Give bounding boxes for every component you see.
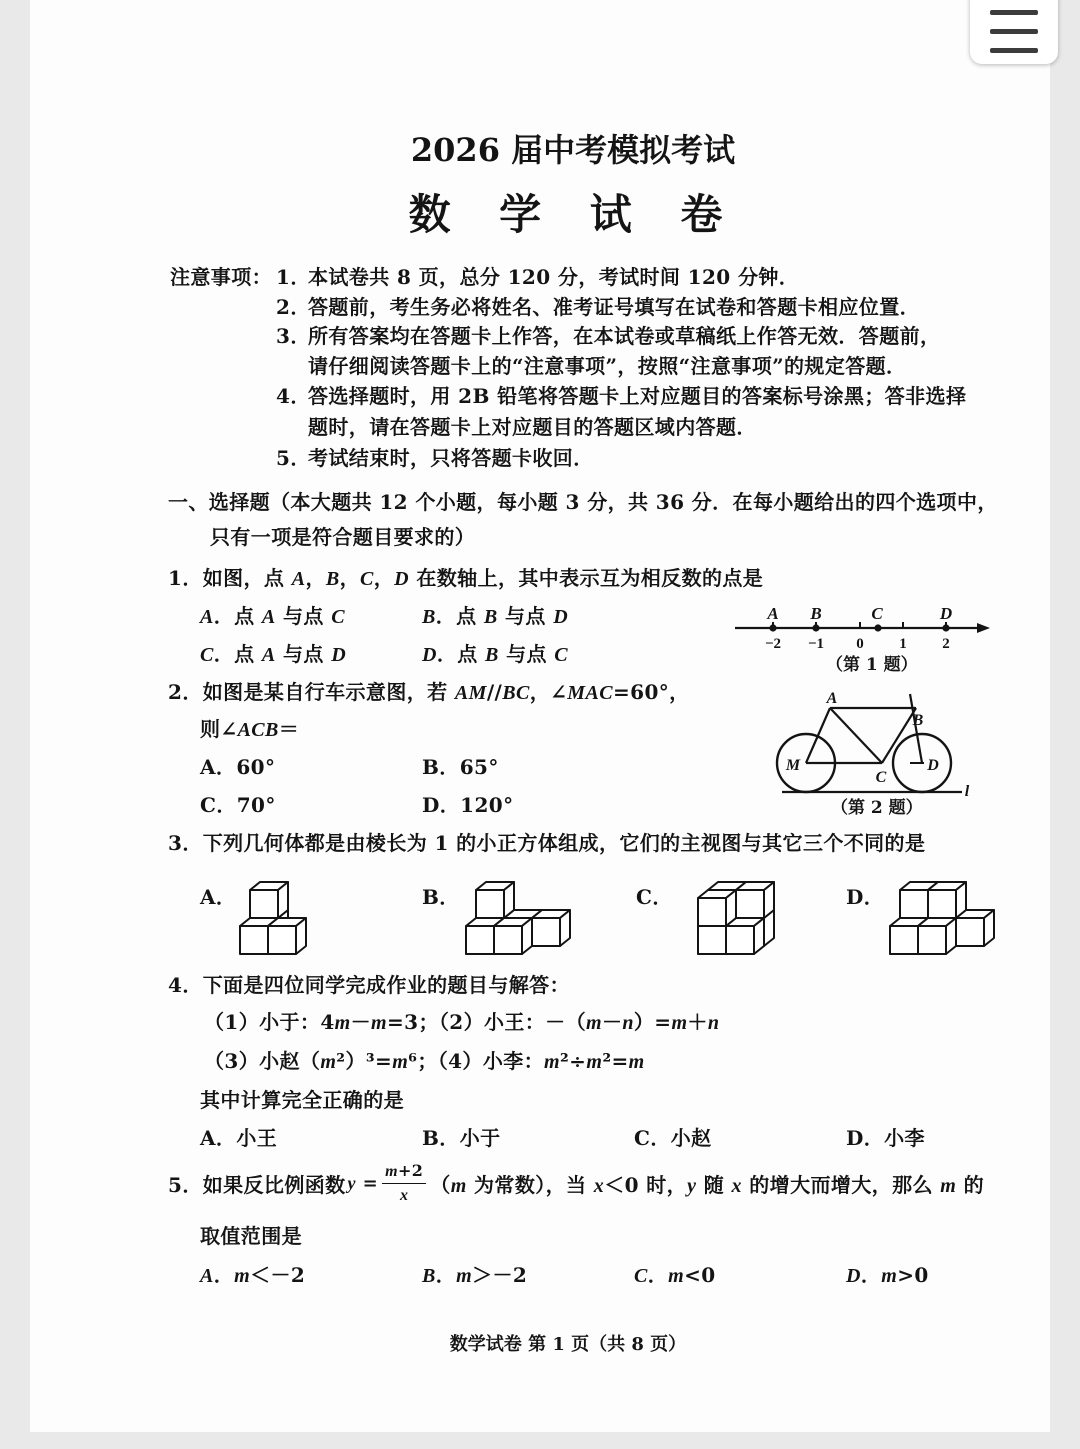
cube-front-face [532,918,560,946]
math-variable: m [371,1012,387,1034]
point-m-label: M [785,757,801,774]
menu-bar-middle [990,29,1038,34]
tick-label: 0 [856,636,864,652]
question-4-option-d: D．小李 [846,1126,925,1150]
line-l-label: l [964,783,970,800]
cube-front-face [240,926,268,954]
point-a-dot [769,624,776,631]
question-2-option-c: C．70° [200,793,276,817]
math-variable: D [846,1265,861,1287]
math-variable: MAC [567,682,613,704]
notes-label: 注意事项： [170,265,272,289]
point-d-label: D [939,604,953,623]
math-variable: D [422,644,437,666]
math-variable: x [399,1186,409,1204]
note-text: 考试结束时，只将答题卡收回． [308,446,594,470]
cube-front-face [698,926,726,954]
math-variable: C [634,1265,648,1287]
question-5-option-b: B．m＞－2 [422,1263,528,1287]
note-number: 5． [276,446,311,470]
unit-cube [956,910,994,946]
question-4-option-b: B．小于 [422,1126,501,1150]
math-variable: A [261,644,276,666]
question-2-option-a: A．60° [200,755,276,779]
point-a-label: A [767,604,779,623]
math-variable: m [585,1012,602,1034]
note-number: 3． [276,324,311,348]
math-variable: m [586,1051,603,1073]
question-4-option-a: A．小王 [200,1126,278,1150]
math-variable: m [392,1051,409,1073]
number-line-arrow [977,623,990,633]
question-1-option-a: A．点 A 与点 C [200,604,345,628]
math-variable: A [200,1265,214,1287]
unit-cube [928,882,966,918]
bicycle-figure [770,686,976,800]
question-1-option-b: B．点 B 与点 D [422,604,569,628]
figure-1-caption: （第 1 题） [826,655,918,675]
point-c-label: C [875,769,887,786]
cube-front-face [494,926,522,954]
tick-label: −2 [764,636,782,652]
math-variable: m [940,1174,957,1197]
cube-front-face [268,926,296,954]
section-heading: 一、选择题（本大题共 12 个小题，每小题 3 分，共 36 分．在每小题给出的四个选项中， [168,490,998,514]
question-1-option-c: C．点 A 与点 D [200,642,347,666]
math-variable: x [593,1174,605,1197]
math-variable: B [325,568,340,590]
math-variable: m [671,1012,688,1034]
math-variable: A [291,568,306,590]
math-variable: m [234,1265,251,1287]
unit-cube [268,918,306,954]
question-4-line-2: （3）小赵（m²）³=m⁶；（4）小李：m²÷m²=m [204,1049,645,1073]
question-4-line-1: （1）小于：4m－m=3；（2）小王：－（m－n）=m＋n [204,1010,720,1034]
math-variable: m [668,1265,685,1287]
math-variable: C [331,606,345,628]
question-2-option-b: B．65° [422,755,499,779]
question-5-option-a: A．m＜－2 [200,1263,306,1287]
math-variable: m [320,1051,337,1073]
question-4-stem: 4．下面是四位同学完成作业的题目与解答： [168,973,570,997]
unit-cube [726,918,764,954]
cube-front-face [890,926,918,954]
point-d-label: D [927,757,939,774]
page-footer: 数学试卷 第 1 页（共 8 页） [449,1334,687,1355]
math-variable: A [261,606,276,628]
math-variable: C [360,568,374,590]
question-1-option-d: D．点 B 与点 C [422,642,569,666]
unit-cube [494,918,532,954]
question-5-stem-start: 5．如果反比例函数 [168,1172,346,1197]
note-text: 题时，请在答题卡上对应题目的答题区域内答题． [308,415,757,439]
question-2-stem: 2．如图是某自行车示意图，若 AM//BC，∠MAC=60°， [168,680,690,704]
point-b-label: B [810,604,822,623]
segment-am [806,708,830,763]
math-variable: x [731,1174,742,1197]
question-5-stem-end: （m 为常数），当 x＜0 时，y 随 x 的增大而增大，那么 m 的 [430,1172,984,1197]
fraction-numerator: m+2 [382,1160,426,1184]
cube-figure-b [462,862,578,958]
math-variable: D [394,568,409,590]
cube-front-face [956,918,984,946]
question-5-option-c: C．m<0 [634,1263,716,1287]
segment-ac [830,708,882,763]
point-d-dot [942,624,949,631]
math-variable: C [554,644,569,666]
math-variable: m [628,1051,645,1073]
cube-front-face [900,890,928,918]
point-c-dot [874,624,881,631]
cube-front-face [476,890,504,918]
question-3-option-a: A． [200,885,237,909]
question-4-prompt: 其中计算完全正确的是 [200,1088,404,1112]
menu-button[interactable] [970,0,1058,64]
note-number: 1． [276,265,311,289]
math-variable: ACB [237,719,279,741]
tick-label: 2 [942,636,950,652]
note-text: 所有答案均在答题卡上作答，在本试卷或草稿纸上作答无效．答题前， [308,324,941,348]
fraction-denominator [400,1184,408,1207]
question-3-option-c: C． [636,885,673,909]
question-5-option-d: D．m>0 [846,1263,929,1287]
note-number: 4． [276,384,311,408]
unit-cube [918,918,956,954]
point-c-label: C [871,604,883,623]
question-4-option-c: C．小赵 [634,1126,712,1150]
cube-front-face [918,926,946,954]
menu-bar-top [990,10,1038,15]
fraction [382,1160,426,1207]
cube-front-face [698,898,726,926]
math-variable: D [553,606,569,628]
math-variable: AM [454,682,487,704]
menu-bar-bottom [990,48,1038,53]
question-5-stem [168,1157,984,1209]
math-variable: n [622,1012,634,1034]
note-text: 答选择题时，用 2B 铅笔将答题卡上对应题目的答案标号涂黑；答非选择 [308,384,967,408]
math-variable: y [687,1174,697,1197]
paper-title: 数 学 试 卷 [408,190,740,239]
unit-cube [250,882,288,918]
math-variable: A [200,606,214,628]
math-variable: B [485,644,499,666]
math-variable: n [707,1012,720,1034]
question-2-option-d: D．120° [422,793,514,817]
math-variable: D [331,644,347,666]
math-variable: m [334,1012,351,1034]
tick-label: −1 [807,636,825,652]
cube-figure-c [694,862,810,958]
note-text: 本试卷共 8 页，总分 120 分，考试时间 120 分钟． [308,265,800,289]
number-line-figure [728,598,998,656]
math-variable: m [385,1162,398,1180]
note-number: 2． [276,295,311,319]
section-heading-cont: 只有一项是符合题目要求的） [210,525,476,549]
math-variable: y [347,1172,356,1193]
question-2-stem-cont: 则∠ACB＝ [200,717,300,741]
math-variable: B [422,1265,436,1287]
cube-front-face [250,890,278,918]
question-1-stem: 1．如图，点 A，B，C，D 在数轴上，其中表示互为相反数的点是 [168,566,764,590]
note-text: 请仔细阅读答题卡上的“注意事项”，按照“注意事项”的规定答题． [308,354,907,378]
question-3-option-b: B． [422,885,460,909]
note-text: 答题前，考生务必将姓名、准考证号填写在试卷和答题卡相应位置． [308,295,920,319]
question-5-stem-cont: 取值范围是 [200,1224,302,1248]
question-3-option-d: D． [846,885,885,909]
cube-front-face [466,926,494,954]
unit-cube [698,890,736,926]
math-variable: B [422,606,436,628]
math-variable: m [881,1265,898,1287]
tick-label: 1 [899,636,907,652]
point-a-label: A [826,690,838,707]
math-variable: m [544,1051,561,1073]
math-variable: m [450,1174,467,1197]
question-3-stem: 3．下列几何体都是由棱长为 1 的小正方体组成，它们的主视图与其它三个不同的是 [168,831,926,855]
math-variable: BC [502,682,530,704]
inverse-function-expression [348,1160,427,1207]
math-variable: C [200,644,214,666]
cube-front-face [928,890,956,918]
cube-figure-a [236,862,352,958]
exam-title: 2026 届中考模拟考试 [410,131,736,169]
point-b-label: B [912,712,924,729]
cube-figure-d [886,862,1002,958]
function-lhs: y = [347,1172,379,1194]
cube-front-face [726,926,754,954]
unit-cube [476,882,514,918]
math-variable: B [483,606,498,628]
unit-cube [532,910,570,946]
math-variable: m [456,1265,473,1287]
cube-front-face [736,890,764,918]
unit-cube [736,882,774,918]
point-b-dot [812,624,819,631]
figure-2-caption: （第 2 题） [831,798,923,818]
